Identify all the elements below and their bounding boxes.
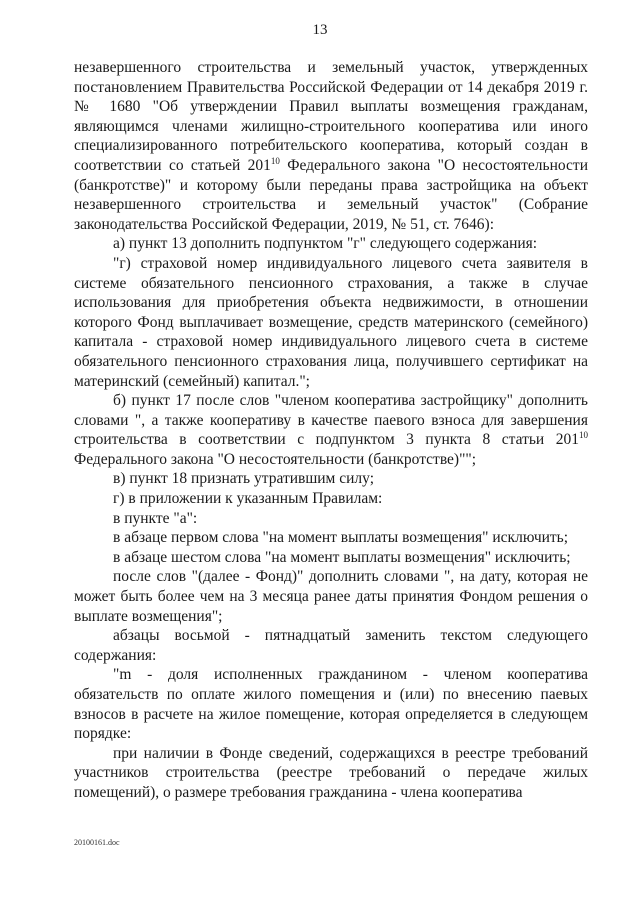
paragraph	[74, 509, 588, 529]
paragraph-text: незавершенного строительства и земельный участок, утвержденных постановлением Правительства Российской Федерации от 14 декабря 2019 г. № 1680 "Об утверждении Правил выплаты возмещения гражданам, являющимся членами жилищно-строительного кооператива или иного специализированного потребительского кооператива, который создан в соответствии со статьей 201	[74, 59, 588, 174]
paragraph	[74, 254, 588, 391]
paragraph	[74, 665, 588, 743]
paragraph-text: "г) страховой номер индивидуального лицевого счета заявителя в системе обязательного пенсионного страхования, а также в случае использования для приобретения объекта недвижимости, в отношении которого Фонд выплачивает возмещение, средств материнского (семейного) капитала - страховой номер индивидуального лицевого счета в системе обязательного пенсионного страхования лица, получившего сертификат на материнский (семейный) капитал.";	[74, 254, 588, 390]
paragraph-text: при наличии в Фонде сведений, содержащихся в реестре требований участников строительства (реестре требований о передаче жилых помещений), о размере требования гражданина - члена кооператива	[74, 744, 588, 801]
page-number: 13	[312, 22, 328, 38]
paragraph-text: в абзаце шестом слова "на момент выплаты возмещения" исключить;	[113, 548, 571, 566]
paragraph	[74, 548, 588, 568]
paragraph	[74, 528, 588, 548]
paragraph-text: абзацы восьмой - пятнадцатый заменить текстом следующего содержания:	[74, 627, 588, 664]
paragraph	[74, 744, 588, 803]
paragraph	[74, 626, 588, 665]
paragraph	[74, 567, 588, 626]
paragraph-text: Федерального закона "О несостоятельности (банкротстве)"";	[74, 450, 477, 468]
paragraph	[74, 489, 588, 509]
footer-filename: 20100161.doc	[74, 838, 120, 847]
paragraph	[74, 469, 588, 489]
paragraph-text: Федерального закона "О несостоятельности (банкротстве)" и которому были переданы права застройщика на объект незавершенного строительства и земельный участок" (Собрание законодательства Российской Федерации, 2019, № 51, ст. 7646):	[74, 156, 588, 233]
paragraph-text: в абзаце первом слова "на момент выплаты возмещения" исключить;	[113, 529, 569, 547]
superscript: 10	[579, 430, 588, 441]
paragraph	[74, 58, 588, 234]
paragraph	[74, 234, 588, 254]
paragraph	[74, 391, 588, 469]
paragraph-text: г) в приложении к указанным Правилам:	[113, 490, 383, 508]
paragraph-text: в пункте "а":	[113, 509, 198, 527]
paragraph-text: б) пункт 17 после слов "членом кооператива застройщику" дополнить словами ", а также кооперативу в качестве паевого взноса для завершения строительства в соответствии с подпунктом 3 пункта 8 статьи 201	[74, 392, 588, 449]
paragraph-text: в) пункт 18 признать утратившим силу;	[113, 470, 375, 488]
paragraph-text: после слов "(далее - Фонд)" дополнить словами ", на дату, которая не может быть более чем на 3 месяца ранее даты принятия Фондом решения о выплате возмещения";	[74, 568, 588, 625]
paragraph-text: "m - доля исполненных гражданином - членом кооператива обязательств по оплате жилого помещения и (или) по внесению паевых взносов в расчете на жилое помещение, которая определяется в следующем порядке:	[74, 666, 588, 743]
document-body	[74, 58, 588, 803]
paragraph-text: а) пункт 13 дополнить подпунктом "г" следующего содержания:	[113, 235, 538, 253]
superscript: 10	[270, 155, 280, 166]
